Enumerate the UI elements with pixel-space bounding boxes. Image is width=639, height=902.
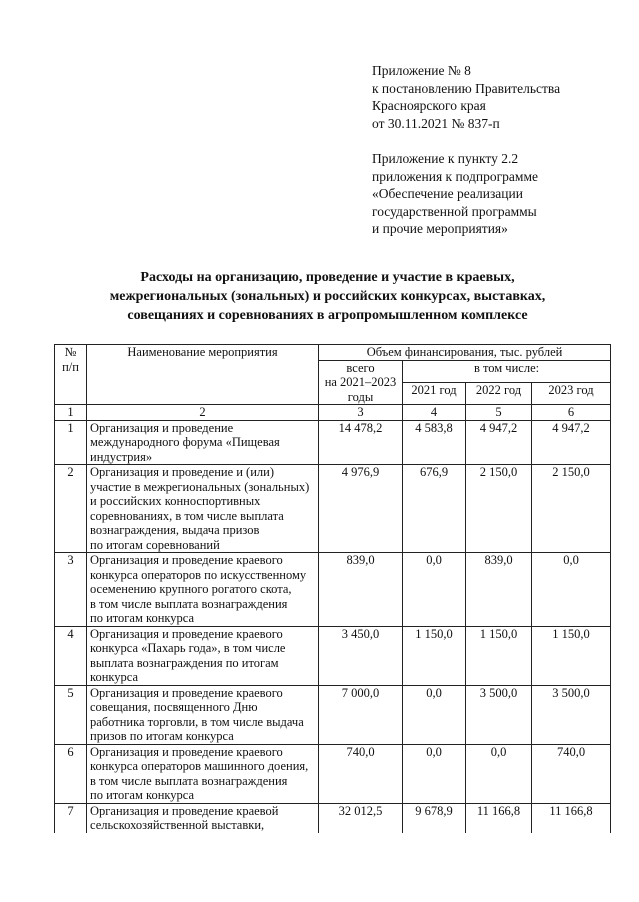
row-name-line: работника торговли, в том числе выдача — [90, 714, 304, 729]
row-number: 7 — [55, 803, 87, 833]
row-name-line: Организация и проведение краевого — [90, 685, 283, 700]
column-number: 3 — [319, 405, 403, 421]
subappendix-line: приложения к подпрограмме — [372, 168, 538, 184]
row-2021: 0,0 — [403, 553, 466, 627]
row-name-line: вознаграждения, выдача призов — [90, 523, 260, 537]
header-row — [55, 345, 611, 361]
row-number: 6 — [55, 744, 87, 803]
row-name — [87, 626, 319, 685]
row-name-line: соревнованиях, в том числе выплата — [90, 508, 284, 523]
row-name-line: по итогам конкурса — [90, 788, 195, 802]
table-row — [55, 465, 611, 553]
expenses-table — [54, 344, 611, 833]
row-name-line: Организация и проведение — [90, 420, 234, 435]
row-name — [87, 465, 319, 553]
header-including-cell: в том числе: — [403, 360, 611, 382]
row-2021: 1 150,0 — [403, 626, 466, 685]
row-name-line: Организация и проведение и (или) — [90, 465, 275, 479]
row-number: 5 — [55, 685, 87, 744]
row-name-line: и российских конноспортивных — [90, 494, 261, 508]
subappendix-line: государственной программы — [372, 203, 537, 219]
title-line: межрегиональных (зональных) и российских конкурсах, выставках, — [109, 289, 546, 304]
header-total-line2: на 2021–2023 — [324, 375, 397, 389]
row-2021: 676,9 — [403, 465, 466, 553]
row-name-line: международного форума «Пищевая — [90, 435, 280, 449]
row-2022: 1 150,0 — [466, 626, 532, 685]
row-2022: 3 500,0 — [466, 685, 532, 744]
column-number: 2 — [87, 405, 319, 421]
row-2022: 4 947,2 — [466, 420, 532, 465]
row-name-line: конкурса операторов по искусственному — [90, 567, 307, 582]
header-2022-cell: 2022 год — [466, 382, 532, 404]
subappendix-reference — [372, 150, 538, 238]
table-row — [55, 553, 611, 627]
row-name — [87, 803, 319, 833]
header-total-cell — [319, 360, 403, 405]
row-name-line: конкурса — [90, 670, 139, 684]
subappendix-line: «Обеспечение реализации — [372, 186, 523, 201]
row-number: 4 — [55, 626, 87, 685]
row-2021: 9 678,9 — [403, 803, 466, 833]
row-name-line: конкурса «Пахарь года», в том числе — [90, 641, 286, 655]
table-row — [55, 420, 611, 465]
appendix-line: Приложение № 8 — [372, 63, 471, 78]
row-total: 3 450,0 — [319, 626, 403, 685]
row-2023: 4 947,2 — [532, 420, 611, 465]
row-2023: 0,0 — [532, 553, 611, 627]
header-name-cell: Наименование мероприятия — [87, 345, 319, 405]
appendix-line: к постановлению Правительства — [372, 80, 561, 96]
row-total: 839,0 — [319, 553, 403, 627]
header-2021-cell: 2021 год — [403, 382, 466, 404]
row-name-line: в том числе выплата вознаграждения — [90, 596, 288, 611]
subappendix-line: и прочие мероприятия» — [372, 221, 508, 236]
row-2023: 740,0 — [532, 744, 611, 803]
row-name-line: выплата вознаграждения по итогам — [90, 655, 279, 670]
row-2022: 839,0 — [466, 553, 532, 627]
row-total: 14 478,2 — [319, 420, 403, 465]
row-name-line: сельскохозяйственной выставки, — [90, 818, 265, 832]
row-name-line: Организация и проведение краевого — [90, 626, 283, 641]
row-name-line: осеменению крупного рогатого скота, — [90, 582, 292, 596]
row-name — [87, 420, 319, 465]
row-2022: 0,0 — [466, 744, 532, 803]
row-name-line: в том числе выплата вознаграждения — [90, 773, 288, 788]
row-number: 1 — [55, 420, 87, 465]
row-2021: 4 583,8 — [403, 420, 466, 465]
header-total-line1: всего — [346, 360, 375, 375]
header-num-cell — [55, 345, 87, 405]
table-row — [55, 744, 611, 803]
row-name-line: по итогам конкурса — [90, 611, 195, 625]
row-2021: 0,0 — [403, 685, 466, 744]
column-number-row — [55, 405, 611, 421]
row-total: 7 000,0 — [319, 685, 403, 744]
row-name — [87, 685, 319, 744]
row-total: 32 012,5 — [319, 803, 403, 833]
row-name-line: Организация и проведение краевого — [90, 553, 283, 567]
row-name — [87, 744, 319, 803]
row-name-line: индустрия» — [90, 449, 153, 464]
row-2021: 0,0 — [403, 744, 466, 803]
row-2023: 3 500,0 — [532, 685, 611, 744]
header-2023-cell: 2023 год — [532, 382, 611, 404]
row-name — [87, 553, 319, 627]
header-funding-cell: Объем финансирования, тыс. рублей — [319, 345, 611, 361]
table-row — [55, 803, 611, 833]
row-2023: 1 150,0 — [532, 626, 611, 685]
row-total: 740,0 — [319, 744, 403, 803]
column-number: 6 — [532, 405, 611, 421]
column-number: 4 — [403, 405, 466, 421]
table-row — [55, 626, 611, 685]
row-2023: 11 166,8 — [532, 803, 611, 833]
appendix-reference — [372, 62, 560, 132]
row-number: 2 — [55, 465, 87, 553]
row-name-line: Организация и проведение краевой — [90, 803, 279, 818]
row-total: 4 976,9 — [319, 465, 403, 553]
subappendix-line: Приложение к пункту 2.2 — [372, 151, 519, 166]
row-2022: 2 150,0 — [466, 465, 532, 553]
row-name-line: призов по итогам конкурса — [90, 729, 234, 743]
document-title — [40, 268, 615, 325]
row-2023: 2 150,0 — [532, 465, 611, 553]
table-row — [55, 685, 611, 744]
header-num-line2: п/п — [62, 359, 79, 374]
appendix-line: от 30.11.2021 № 837-п — [372, 115, 500, 131]
header-num-line1: № — [64, 345, 77, 359]
row-name-line: совещания, посвященного Дню — [90, 700, 258, 714]
title-line: Расходы на организацию, проведение и участие в краевых, — [140, 270, 515, 285]
row-2022: 11 166,8 — [466, 803, 532, 833]
row-name-line: конкурса операторов машинного доения, — [90, 759, 309, 773]
row-name-line: по итогам соревнований — [90, 537, 220, 552]
header-total-line3: годы — [347, 389, 374, 404]
appendix-line: Красноярского края — [372, 98, 486, 113]
column-number: 1 — [55, 405, 87, 421]
title-line: совещаниях и соревнованиях в агропромышленном комплексе — [127, 308, 528, 323]
row-name-line: участие в межрегиональных (зональных) — [90, 479, 310, 494]
row-name-line: Организация и проведение краевого — [90, 744, 283, 759]
row-number: 3 — [55, 553, 87, 627]
column-number: 5 — [466, 405, 532, 421]
